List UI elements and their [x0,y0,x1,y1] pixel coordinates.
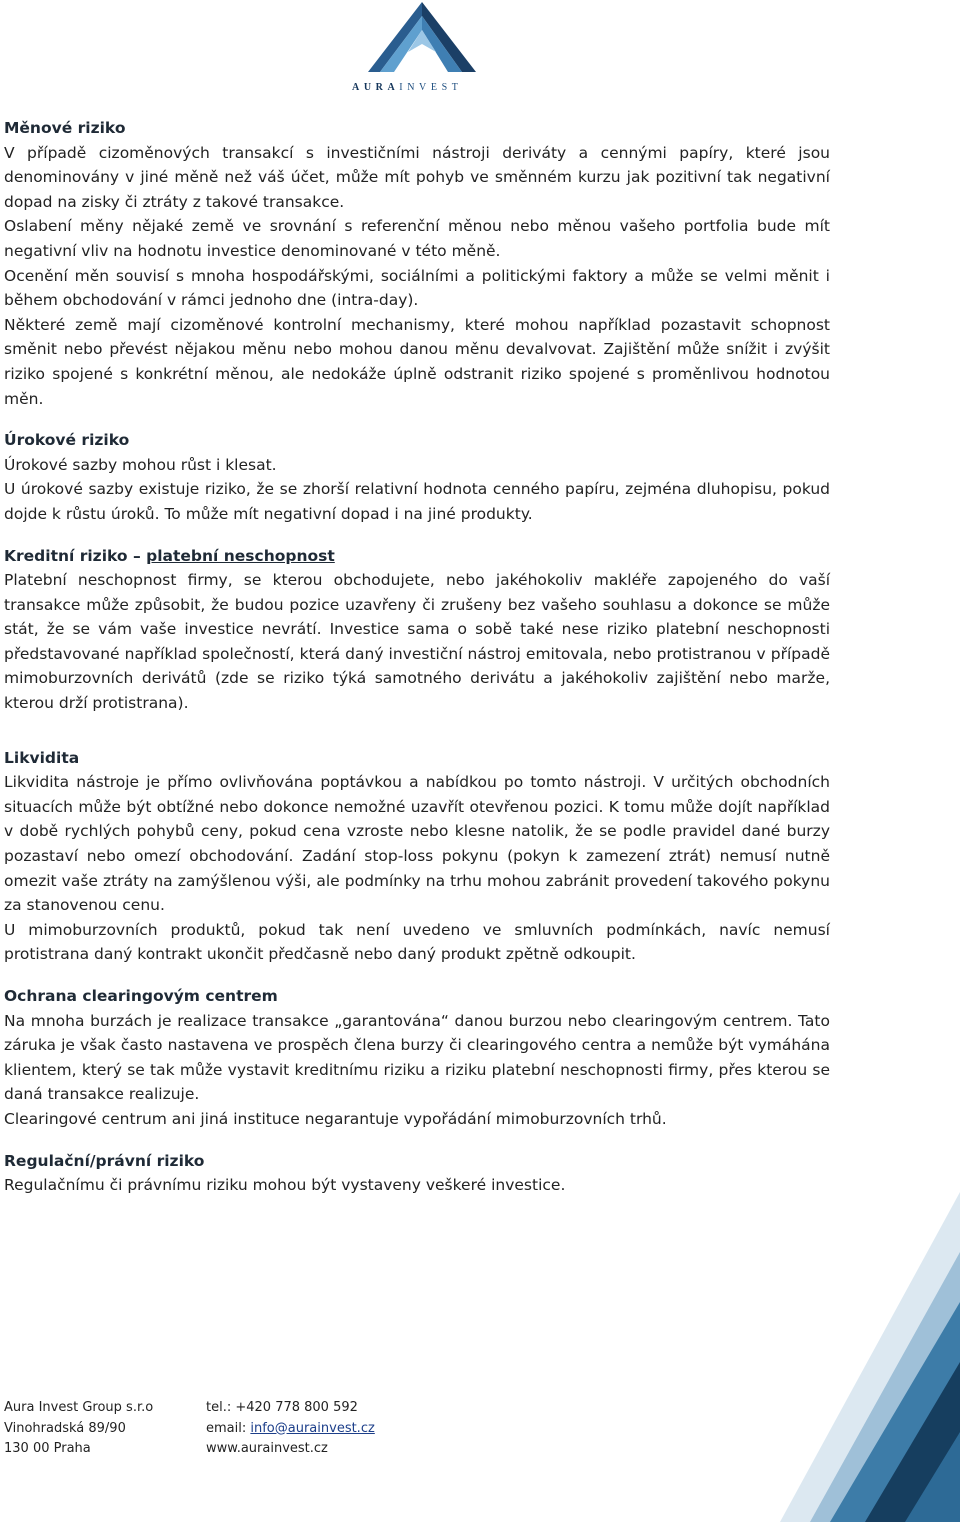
email-line: email: info@aurainvest.cz [206,1420,375,1436]
logo-wordmark: AURAINVEST [352,82,463,93]
heading-regulatory-risk: Regulační/právní riziko [4,1151,205,1170]
document-body [4,116,830,1198]
street-address: Vinohradská 89/90 [4,1420,126,1436]
clearing-paragraph-1: Na mnoha burzách je realizace transakce „garantována“ danou burzou nebo clearingovým centrem. Tato záruka je však často nastavena ve prospěch člena burzy či clearingového centra a nemůže být vymáhána klientem, který se tak může vystavit kreditnímu riziku a riziku platební neschopnosti firmy, přes kterou se daná transakce realizuje. [4,1011,830,1104]
heading-credit-risk: Kreditní riziko – platební neschopnost [4,546,335,565]
footer-address [4,1398,204,1460]
city-address: 130 00 Praha [4,1441,91,1456]
interest-paragraph-1: Úrokové sazby mohou růst i klesat. [4,455,277,474]
credit-paragraph-1: Platební neschopnost firmy, se kterou obchodujete, nebo jakéhokoliv makléře zapojeného do vaší transakce může způsobit, že budou pozice uzavřeny či zrušeny bez vašeho souhlasu a dokonce se může stát, že se vám vaše investice nevrátí. Investice sama o sobě také nese riziko platební neschopnosti představované například společností, která daný investiční nástroj emitovala, nebo protistranou v případě mimoburzovních derivátů (zde se riziko týká samotného derivátu a jakéhokoliv zajištění nebo marže, kterou drží protistrana). [4,571,830,713]
regulatory-paragraph-1: Regulačnímu či právnímu riziku mohou být vystaveny veškeré investice. [4,1176,566,1195]
website[interactable]: www.aurainvest.cz [206,1441,328,1456]
heading-interest-risk: Úrokové riziko [4,431,130,450]
corner-decoration [660,1192,960,1522]
currency-paragraph-2: Oslabení měny nějaké země ve srovnání s referenční měnou nebo měnou vašeho portfolia bude mít negativní vliv na hodnotu investice denominované v této měně. [4,217,830,260]
currency-paragraph-3: Ocenění měn souvisí s mnoha hospodářskými, sociálními a politickými faktory a může se velmi měnit i během obchodování v rámci jednoho dne (intra-day). [4,266,830,310]
currency-paragraph-4: Některé země mají cizoměnové kontrolní mechanismy, které mohou například pozastavit schopnost směnit nebo převést nějakou měnu nebo mohou danou měnu devalvovat. Zajištění může snížit i zvýšit riziko spojené s konkrétní měnou, ale nedokáže úplně odstranit riziko spojené s proměnlivou hodnotou měn. [4,315,830,408]
liquidity-paragraph-1: Likvidita nástroje je přímo ovlivňována poptávkou a nabídkou po tomto nástroji. V určitých obchodních situacích může být obtížné nebo dokonce nemožné uzavřít otevřenou pozici. K tomu může dojít například v době rychlých pohybů ceny, pokud cena vzroste nebo klesne natolik, že se podle pravidel dané burzy pozastaví nebo omezí obchodování. Zadání stop-loss pokynu (pokyn k zamezení ztrát) nemusí nutně omezit vaše ztráty na zamýšlenou výši, ale podmínky na trhu mohou zabránit provedení takového pokynu za stanovenou cenu. [4,773,830,915]
phone: tel.: +420 778 800 592 [206,1400,358,1415]
interest-paragraph-2: U úrokové sazby existuje riziko, že se zhorší relativní hodnota cenného papíru, zejména dluhopisu, pokud dojde k růstu úroků. To může mít negativní dopad i na jiné produkty. [4,480,830,523]
footer-contact [206,1398,466,1460]
heading-liquidity: Likvidita [4,748,80,767]
heading-currency-risk: Měnové riziko [4,119,126,137]
company-name: Aura Invest Group s.r.o [4,1400,154,1415]
liquidity-paragraph-2: U mimoburzovních produktů, pokud tak není uvedeno ve smluvních podmínkách, navíc nemusí protistrana daný kontrakt ukončit předčasně nebo daný produkt zpětně odkoupit. [4,920,830,964]
currency-paragraph-1: V případě cizoměnových transakcí s investičními nástroji deriváty a cennými papíry, které jsou denominovány v jiné měně než váš účet, může mít pohyb ve směnném kurzu jak pozitivní tak negativní dopad na zisky či ztráty z takové transakce. [4,143,830,211]
email-link[interactable]: info@aurainvest.cz [250,1420,375,1436]
heading-clearing-protection: Ochrana clearingovým centrem [4,987,278,1005]
clearing-paragraph-2: Clearingové centrum ani jiná instituce negarantuje vypořádání mimoburzovních trhů. [4,1109,667,1128]
